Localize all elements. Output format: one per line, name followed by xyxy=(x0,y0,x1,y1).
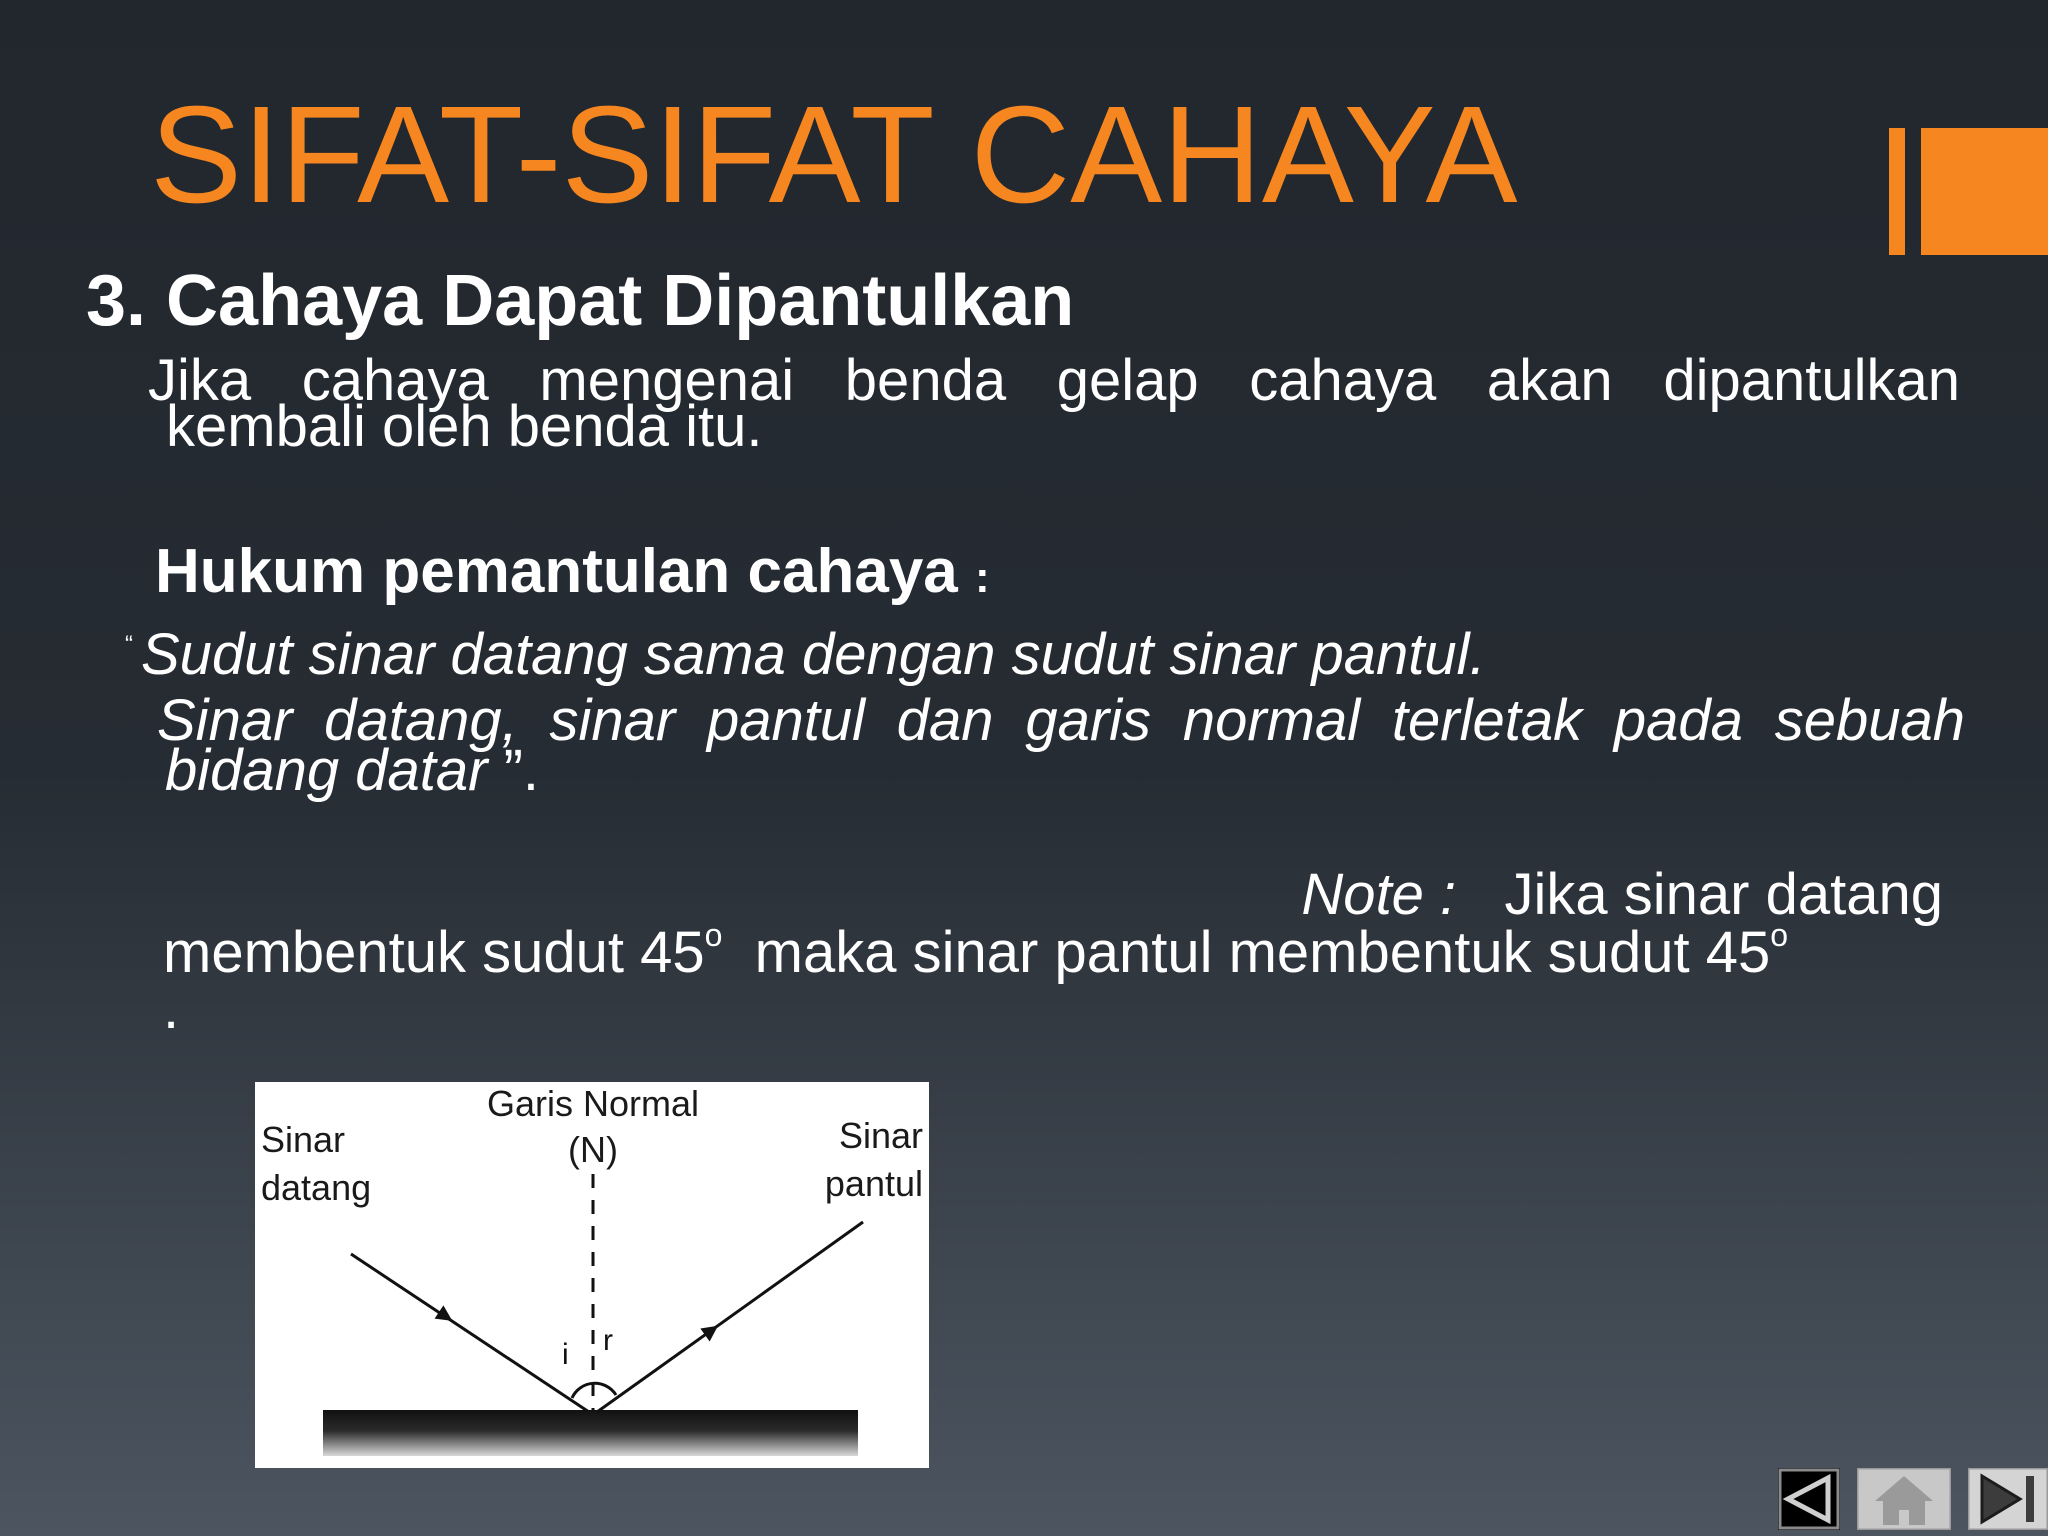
normal-label-line-1: Garis Normal xyxy=(486,1083,700,1124)
note-label: Note : xyxy=(1301,862,1457,927)
law-line-1 xyxy=(125,612,1965,688)
law-heading xyxy=(155,538,990,606)
note-line-2 xyxy=(163,917,1943,985)
incident-ray xyxy=(351,1254,589,1412)
reflection-diagram-svg xyxy=(255,1082,929,1468)
close-quote-mark: ”. xyxy=(487,738,540,803)
law-heading-colon: : xyxy=(975,553,990,602)
intro-paragraph xyxy=(145,348,1960,459)
home-button[interactable] xyxy=(1857,1468,1951,1530)
note-line-3: . xyxy=(163,976,180,1041)
intro-line-2: kembali oleh benda itu. xyxy=(166,394,763,459)
reflection-diagram xyxy=(255,1082,929,1468)
note-line-1 xyxy=(163,862,1943,927)
play-right-icon xyxy=(1968,1468,2048,1530)
home-icon xyxy=(1857,1468,1951,1530)
section-heading: 3. Cahaya Dapat Dipantulkan xyxy=(86,261,1075,341)
law-line-1-text: Sudut sinar datang sama dengan sudut sinar pantul. xyxy=(141,622,1486,687)
note-line-2-part-a: membentuk sudut 45 xyxy=(163,920,705,985)
angle-r-label: r xyxy=(603,1324,613,1357)
slide-title: SIFAT-SIFAT CAHAYA xyxy=(150,78,1518,232)
next-slide-button[interactable] xyxy=(1968,1468,2048,1530)
note-line-2-part-b: maka sinar pantul membentuk sudut 45 xyxy=(722,920,1771,985)
normal-label-line-2: (N) xyxy=(568,1129,618,1170)
reflected-arrow-icon xyxy=(700,1319,722,1341)
incident-label-line-2: datang xyxy=(261,1167,372,1208)
degree-superscript: o xyxy=(1770,917,1789,953)
open-quote-mark: “ xyxy=(125,631,133,658)
note-line-1-text: Jika sinar datang xyxy=(1456,862,1943,927)
note-block xyxy=(163,862,1943,1041)
law-line-3-text: bidang datar xyxy=(165,738,488,803)
accent-bar-thin xyxy=(1889,128,1905,255)
previous-slide-button[interactable] xyxy=(1778,1468,1840,1530)
degree-superscript: o xyxy=(704,917,723,953)
accent-bar-block xyxy=(1921,128,2048,255)
reflected-label-line-1: Sinar xyxy=(838,1115,923,1156)
incident-arrow-icon xyxy=(435,1305,457,1327)
law-heading-text: Hukum pemantulan cahaya xyxy=(155,537,958,606)
reflected-label-line-2: pantul xyxy=(824,1163,923,1204)
mirror-surface xyxy=(323,1410,858,1456)
intro-line-1: Jika cahaya mengenai benda gelap cahaya akan dipantulkan xyxy=(148,348,1960,413)
play-left-icon xyxy=(1778,1468,1840,1530)
reflected-ray xyxy=(597,1222,863,1412)
law-line-2: Sinar datang, sinar pantul dan garis normal terletak pada sebuah xyxy=(157,688,1965,753)
incident-label-line-1: Sinar xyxy=(261,1119,346,1160)
angle-i-label: i xyxy=(562,1338,569,1371)
law-statement xyxy=(125,612,1965,804)
